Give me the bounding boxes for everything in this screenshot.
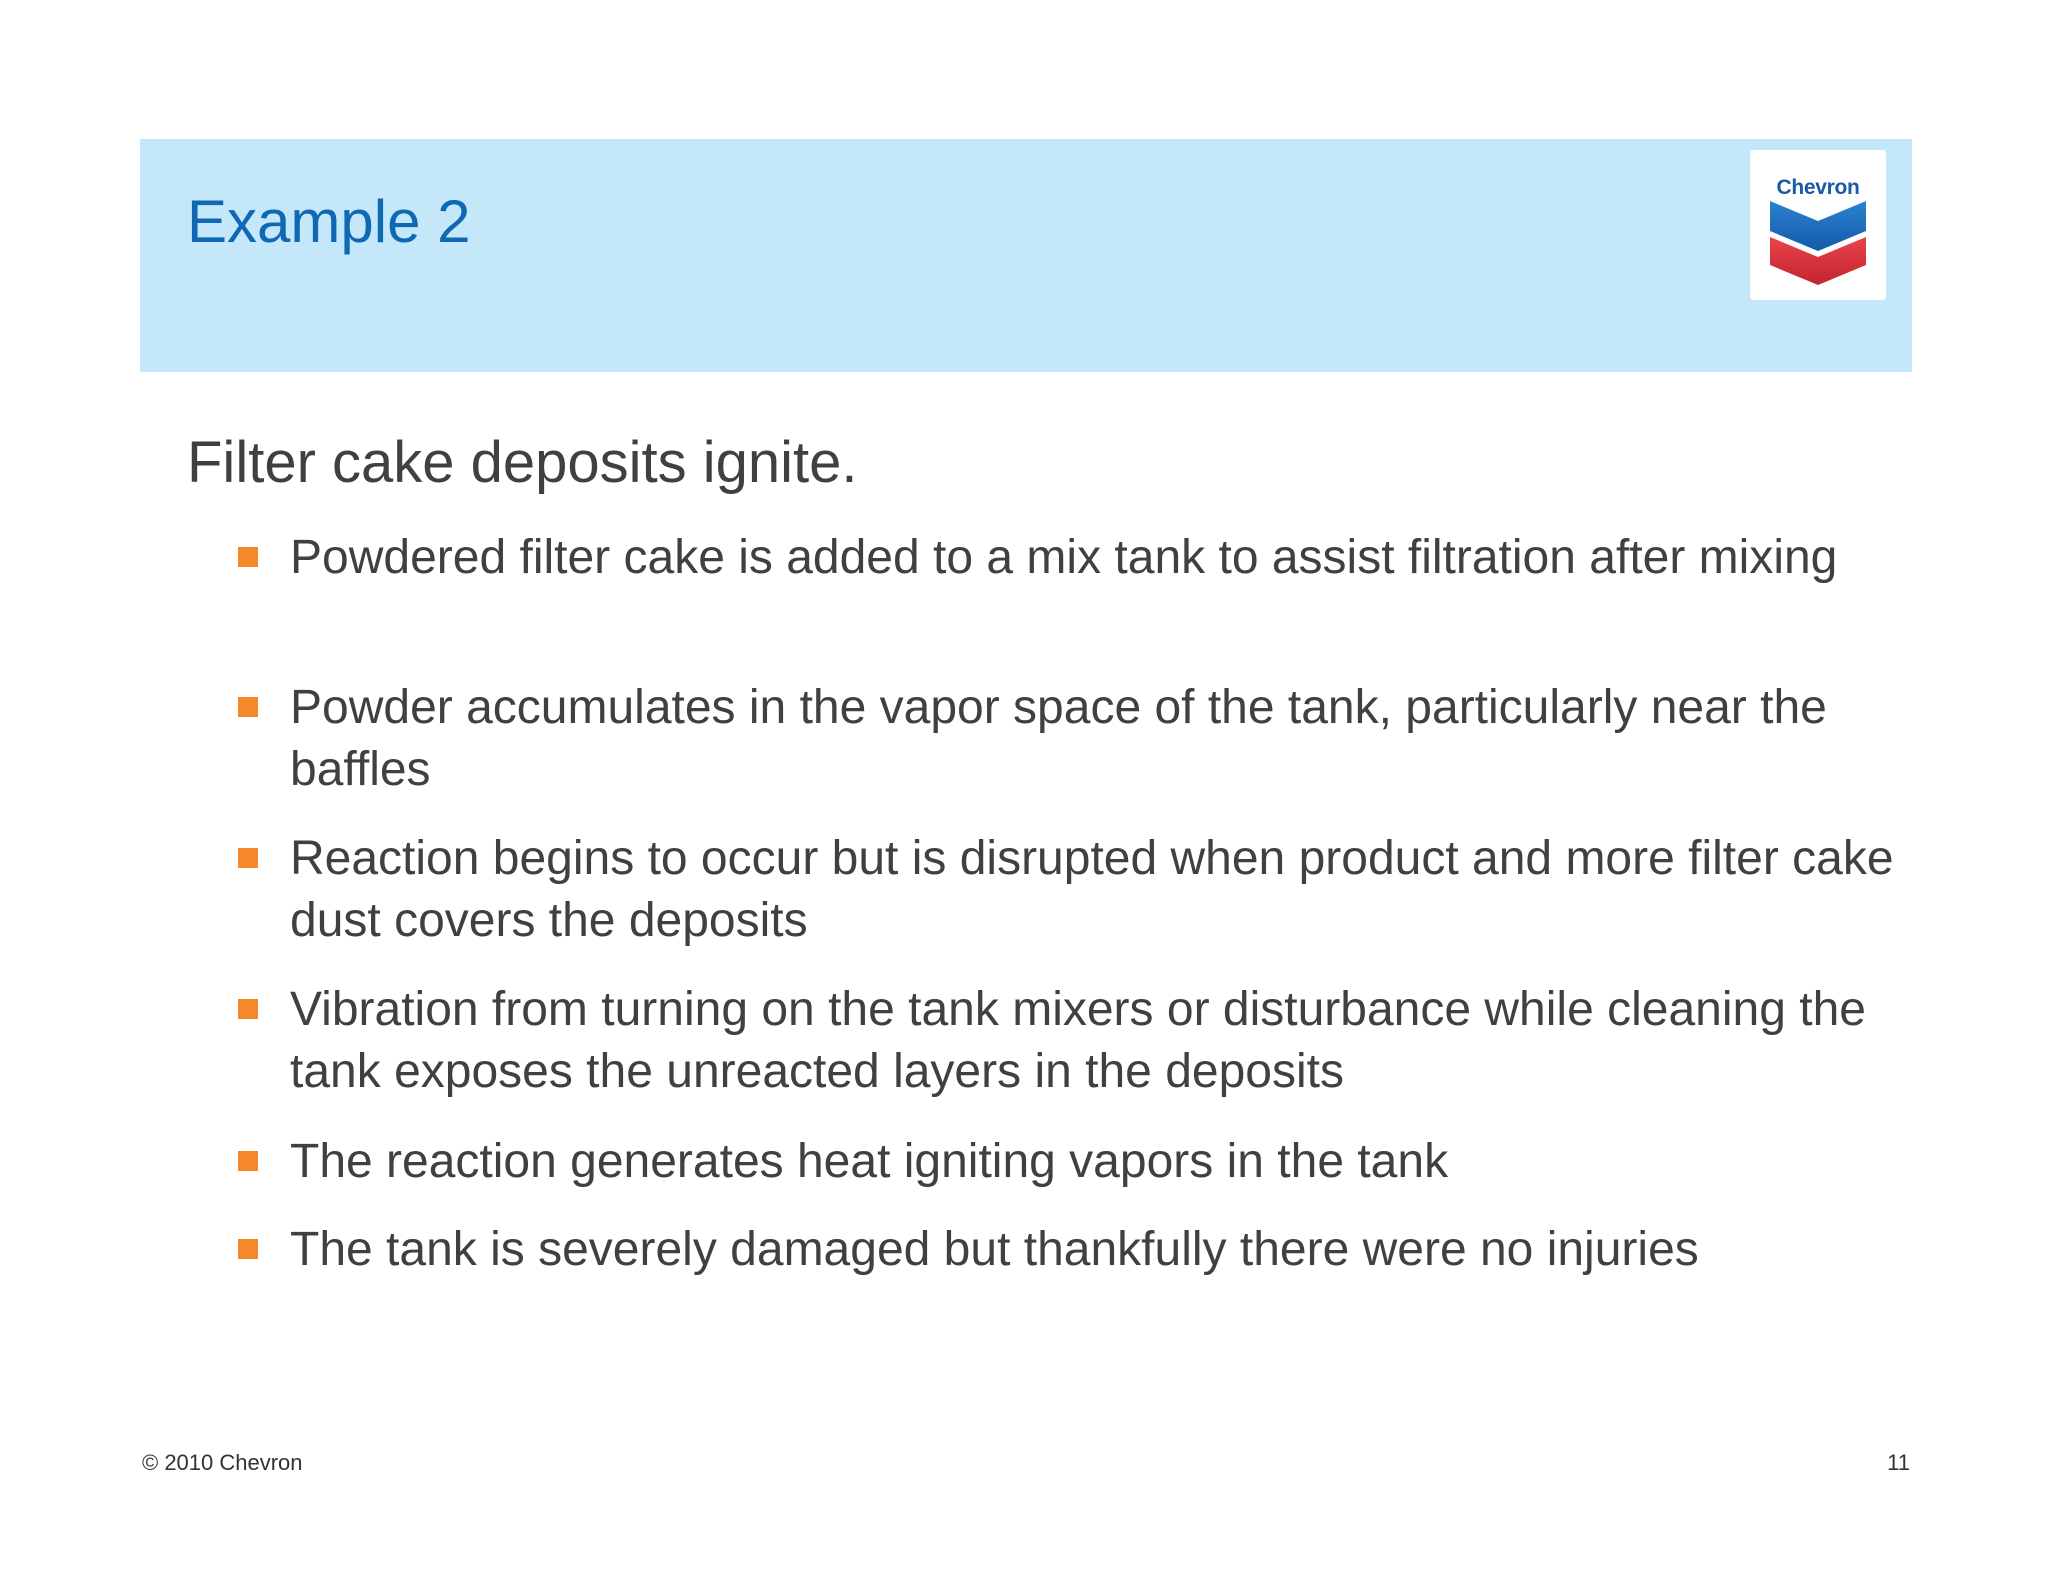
square-bullet-icon: [238, 999, 258, 1019]
slide-subtitle: Filter cake deposits ignite.: [187, 430, 858, 495]
bullet-item: [290, 1219, 1920, 1281]
square-bullet-icon: [238, 1151, 258, 1171]
chevron-logo: [1750, 150, 1886, 300]
slide-title: Example 2: [187, 188, 471, 255]
page-number: 11: [1887, 1450, 1910, 1475]
bullet-text: Powdered filter cake is added to a mix tank to assist filtration after mixing: [290, 531, 1838, 584]
footer-copyright: © 2010 Chevron: [142, 1450, 303, 1475]
bullet-item: [290, 527, 1920, 589]
bullet-text: The reaction generates heat igniting vapors in the tank: [290, 1135, 1449, 1188]
chevron-mark-icon: [1770, 201, 1866, 285]
square-bullet-icon: [238, 547, 258, 567]
bullet-text: Reaction begins to occur but is disrupted when product and more filter cake dust covers the deposits: [290, 832, 1894, 947]
bullet-item: [290, 979, 1920, 1103]
bullet-item: [290, 677, 1920, 801]
square-bullet-icon: [238, 848, 258, 868]
square-bullet-icon: [238, 1239, 258, 1259]
bullet-text: The tank is severely damaged but thankfully there were no injuries: [290, 1223, 1699, 1276]
square-bullet-icon: [238, 697, 258, 717]
bullet-text: Powder accumulates in the vapor space of the tank, particularly near the baffles: [290, 681, 1827, 796]
bullet-text: Vibration from turning on the tank mixers or disturbance while cleaning the tank exposes the unreacted layers in the deposits: [290, 983, 1866, 1098]
bullet-item: [290, 828, 1920, 952]
bullet-item: [290, 1131, 1920, 1193]
logo-wordmark: Chevron: [1776, 176, 1860, 199]
